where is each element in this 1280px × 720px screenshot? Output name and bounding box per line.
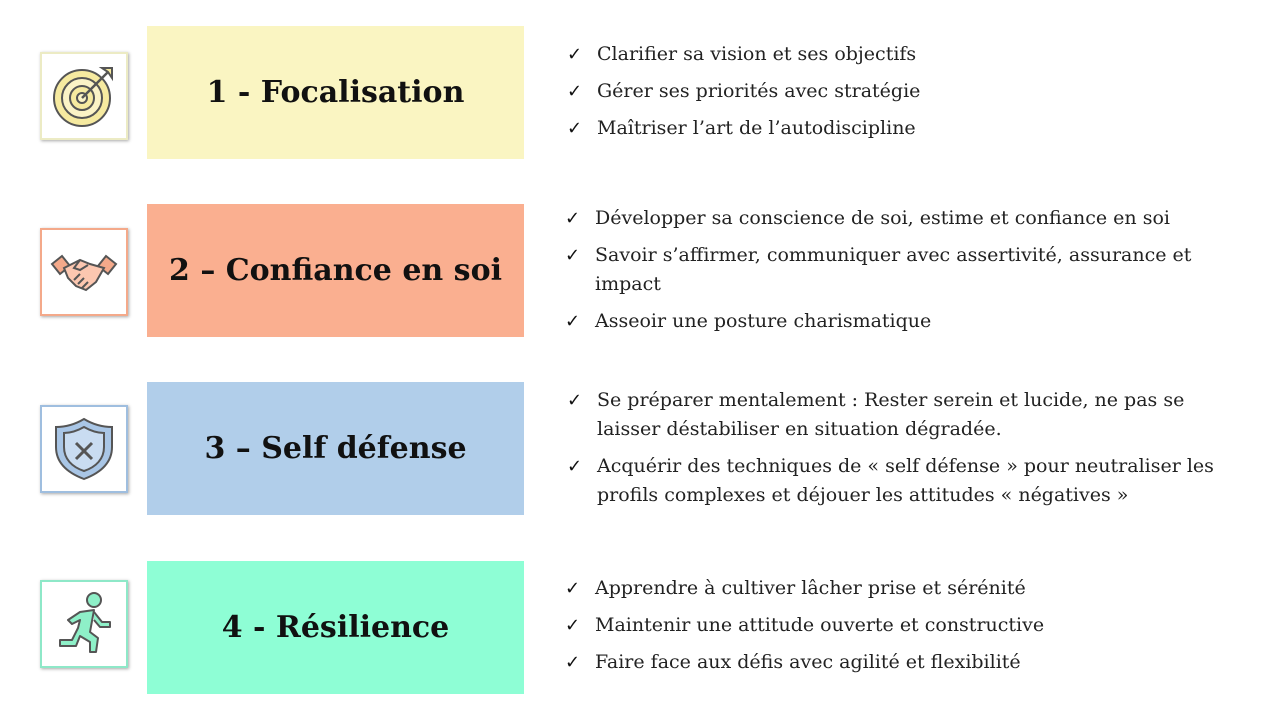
check-icon: ✓ xyxy=(567,81,583,102)
list-item: ✓ Maintenir une attitude ouverte et constructive xyxy=(565,611,1245,640)
bullet-list-1 xyxy=(567,40,1247,151)
row-title: 3 – Self défense xyxy=(204,431,467,466)
row-title-box-1 xyxy=(147,26,524,159)
target-icon xyxy=(50,62,118,130)
shield-icon-frame xyxy=(40,405,128,493)
check-icon: ✓ xyxy=(565,245,581,266)
row-title-box-4 xyxy=(147,561,524,694)
list-item: ✓ Développer sa conscience de soi, estime et confiance en soi xyxy=(565,204,1215,233)
check-icon: ✓ xyxy=(565,578,581,599)
target-icon-frame xyxy=(40,52,128,140)
check-icon: ✓ xyxy=(567,390,583,411)
shield-icon xyxy=(50,415,118,483)
check-icon: ✓ xyxy=(567,118,583,139)
running-person-icon-frame xyxy=(40,580,128,668)
bullet-list-3 xyxy=(567,386,1232,518)
row-title-box-3 xyxy=(147,382,524,515)
list-item: ✓ Faire face aux défis avec agilité et flexibilité xyxy=(565,648,1245,677)
list-item: ✓ Gérer ses priorités avec stratégie xyxy=(567,77,1247,106)
check-icon: ✓ xyxy=(565,311,581,332)
list-item: ✓ Acquérir des techniques de « self défense » pour neutraliser les profils complexes et déjouer les attitudes « négatives » xyxy=(567,452,1232,510)
row-title: 4 - Résilience xyxy=(221,610,450,645)
handshake-icon-frame xyxy=(40,228,128,316)
check-icon: ✓ xyxy=(565,208,581,229)
list-item: ✓ Se préparer mentalement : Rester serein et lucide, ne pas se laisser déstabiliser en situation dégradée. xyxy=(567,386,1232,444)
bullet-list-2 xyxy=(565,204,1215,344)
check-icon: ✓ xyxy=(567,44,583,65)
list-item: ✓ Savoir s’affirmer, communiquer avec assertivité, assurance et impact xyxy=(565,241,1215,299)
check-icon: ✓ xyxy=(565,652,581,673)
row-title: 1 - Focalisation xyxy=(206,75,465,110)
running-person-icon xyxy=(50,590,118,658)
check-icon: ✓ xyxy=(565,615,581,636)
list-item: ✓ Maîtriser l’art de l’autodiscipline xyxy=(567,114,1247,143)
row-title: 2 – Confiance en soi xyxy=(169,253,502,288)
bullet-list-4 xyxy=(565,574,1245,685)
list-item: ✓ Clarifier sa vision et ses objectifs xyxy=(567,40,1247,69)
row-title-box-2 xyxy=(147,204,524,337)
list-item: ✓ Apprendre à cultiver lâcher prise et sérénité xyxy=(565,574,1245,603)
list-item: ✓ Asseoir une posture charismatique xyxy=(565,307,1215,336)
handshake-icon xyxy=(50,238,118,306)
check-icon: ✓ xyxy=(567,456,583,477)
